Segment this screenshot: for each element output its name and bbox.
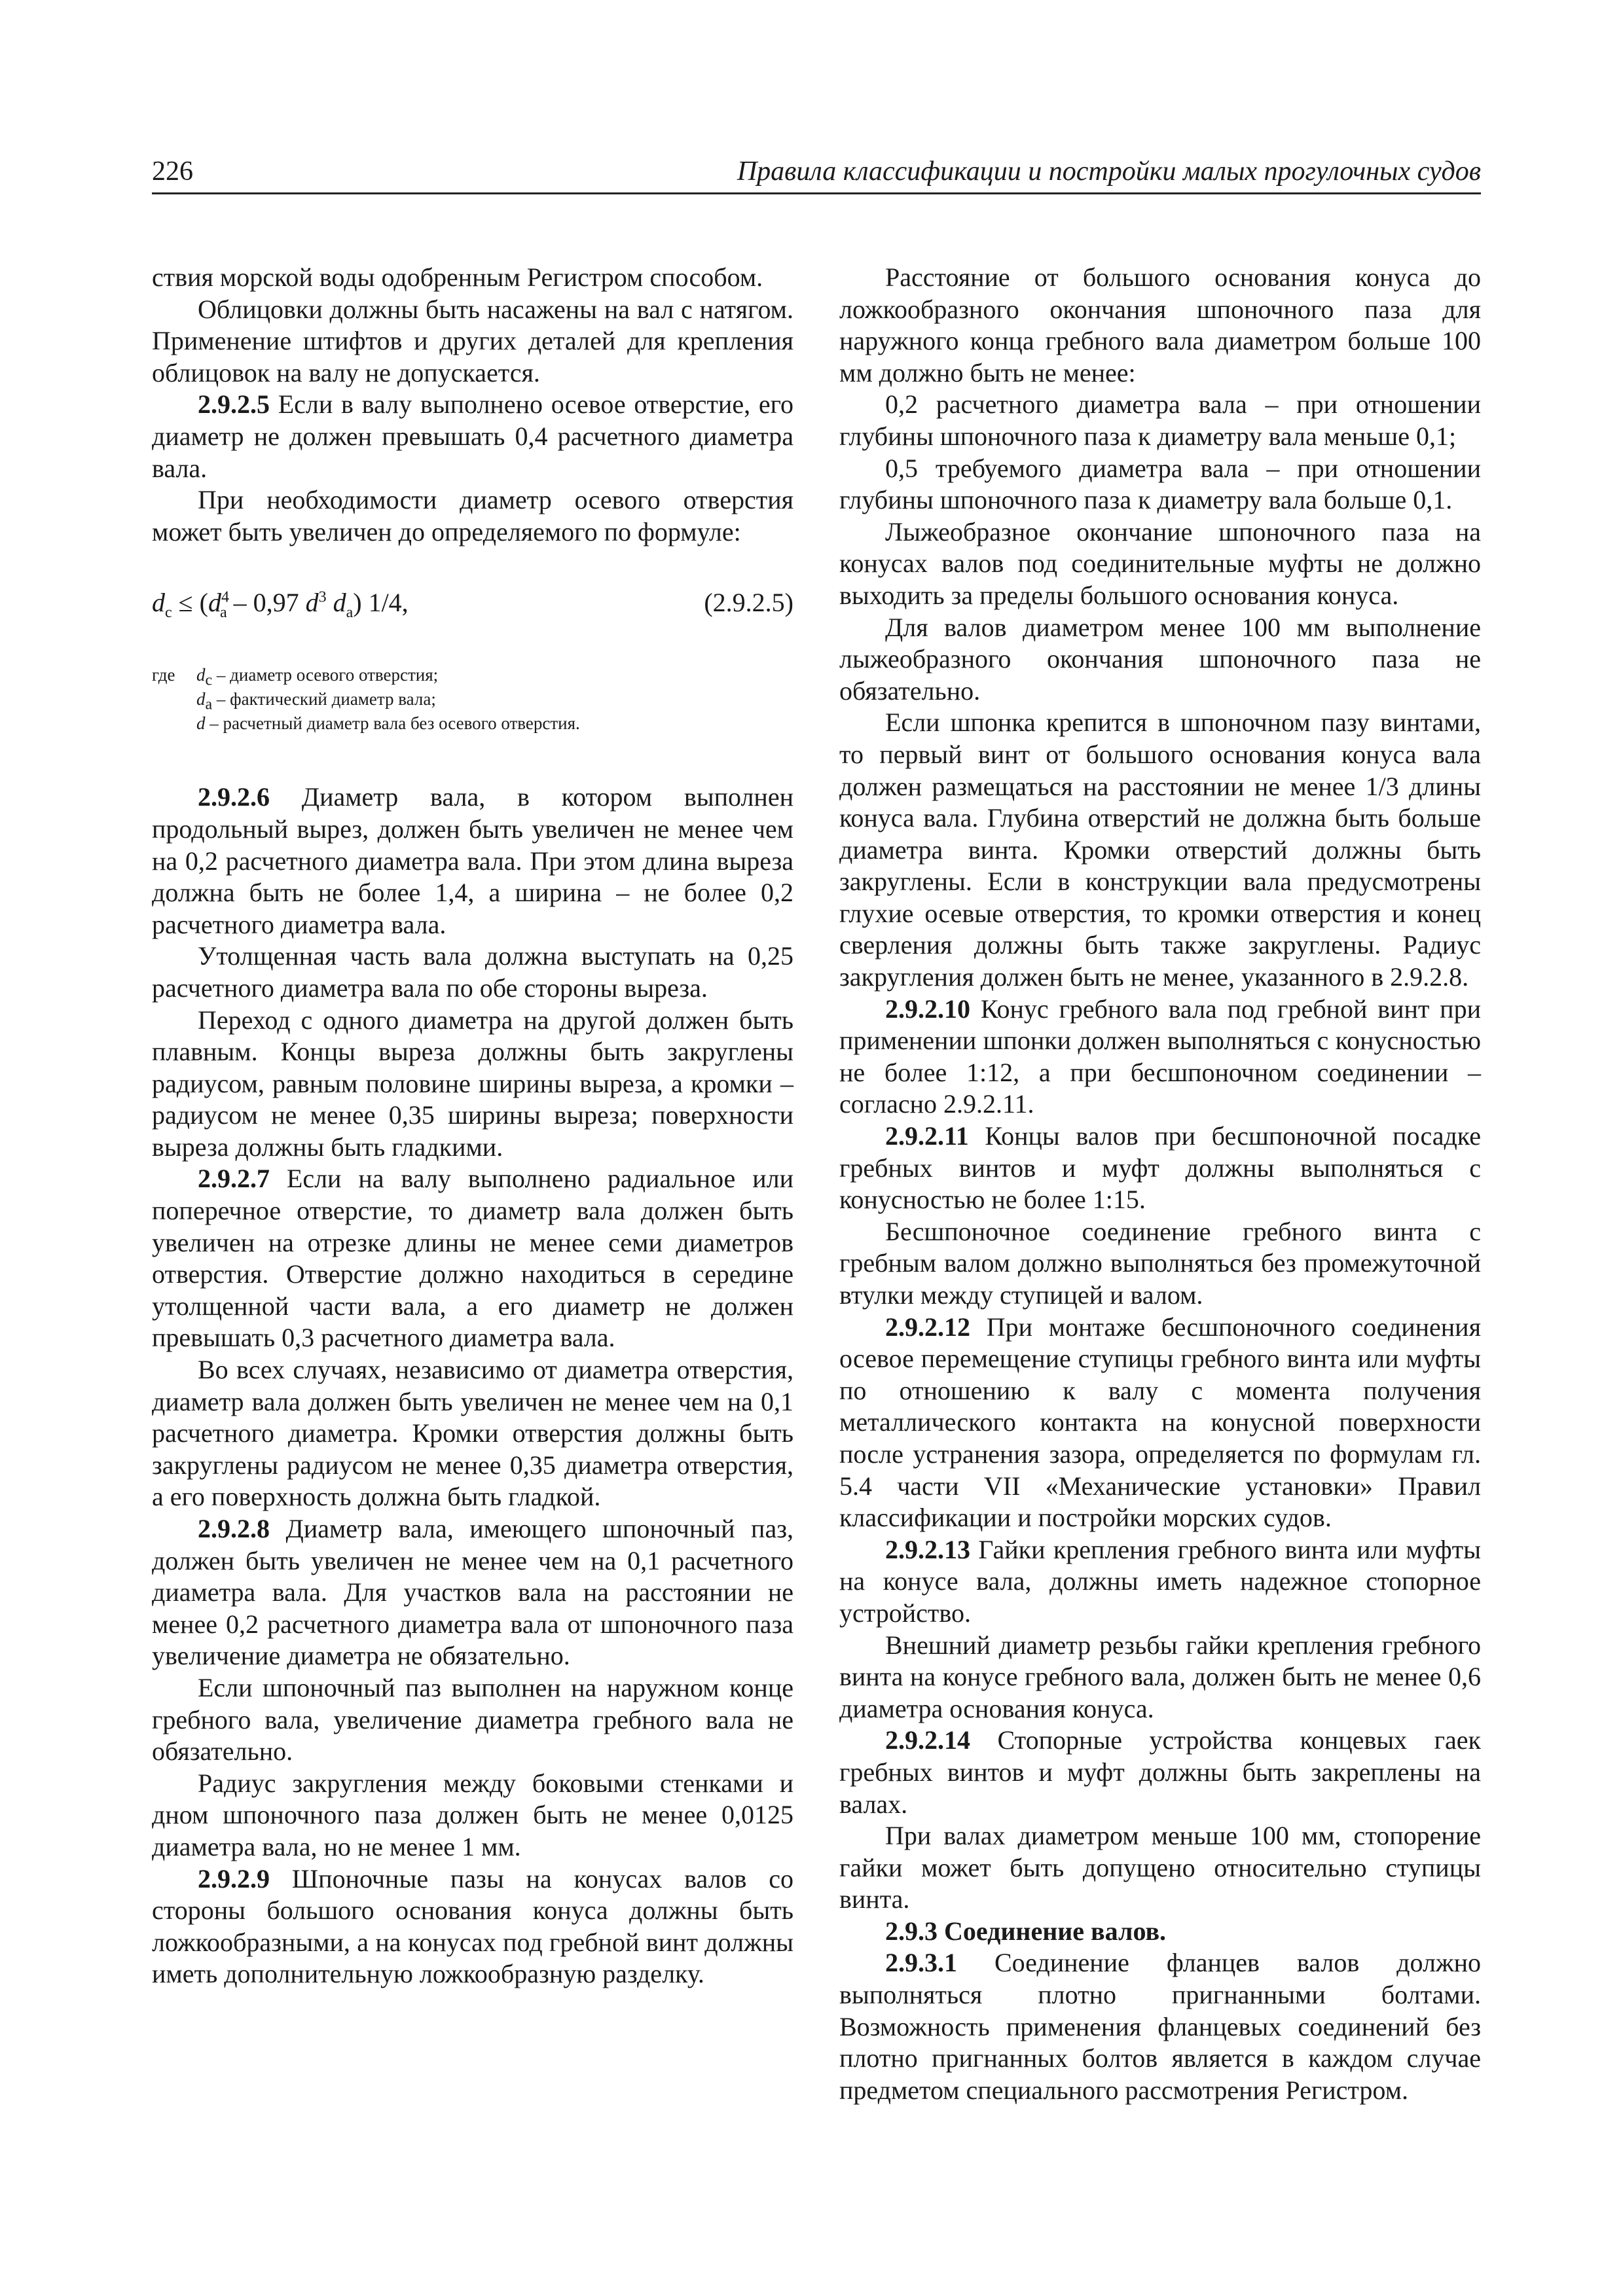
legend-d: d – расчетный диаметр вала без осевого отверстия. <box>196 713 580 734</box>
paragraph: Облицовки должны быть насажены на вал с натягом. Применение штифтов и других деталей для крепления облицовок на валу не допускается. <box>152 294 793 387</box>
page-header <box>152 152 1481 194</box>
section-text: Диаметр вала, в котором выполнен продольный вырез, должен быть увеличен не менее чем на 0,2 расчетного диаметра вала. При этом длина выреза должна быть не более 1,4, а ширина – не более 0,2 расчетного диаметра вала. <box>152 782 793 939</box>
section-number: 2.9.2.13 <box>885 1534 970 1564</box>
paragraph: При необходимости диаметр осевого отверстия может быть увеличен до определяемого по формуле: <box>152 485 793 547</box>
section-text: Если в валу выполнено осевое отверстие, его диаметр не должен превышать 0,4 расчетного диаметра вала. <box>152 389 793 483</box>
section-number: 2.9.2.11 <box>885 1121 969 1151</box>
paragraph: 0,5 требуемого диаметра вала – при отношении глубины шпоночного паза к диаметру вала больше 0,1. <box>839 453 1481 515</box>
formula-number: (2.9.2.5) <box>704 588 793 618</box>
section-text: Диаметр вала, имеющего шпоночный паз, должен быть увеличен не менее чем на 0,1 расчетного диаметра вала. Для участков вала на расстоянии не менее 0,2 расчетного диаметра вала от шпоночного паза увеличение диаметра не обязательно. <box>152 1514 793 1671</box>
section-number: 2.9.2.6 <box>198 782 270 812</box>
formula-2925 <box>152 587 793 625</box>
paragraph: Во всех случаях, независимо от диаметра отверстия, диаметр вала должен быть увеличен не менее чем на 0,1 расчетного диаметра. Кромки отверстия должны быть закруглены радиусом не менее 0,35 диаметра отверстия, а его поверхность должна быть гладкой. <box>152 1355 793 1512</box>
section-text: При монтаже бесшпоночного соединения осевое перемещение ступицы гребного винта или муфты по отношению к валу с момента получения металлического контакта на конусной поверхности после устранения зазора, определяется по формулам гл. 5.4 части VII «Механические установки» Правил классификации и постройки морских судов. <box>839 1312 1481 1533</box>
section-number: 2.9.3.1 <box>885 1948 957 1978</box>
section-29212 <box>839 1312 1481 1534</box>
section-text: Шпоночные пазы на конусах валов со стороны большого основания конуса должны быть ложкообразными, а на конусах под гребной винт должны иметь дополнительную ложкообразную разделку. <box>152 1863 793 1989</box>
paragraph: Радиус закругления между боковыми стенками и дном шпоночного паза должен быть не менее 0,0125 диаметра вала, но не менее 1 мм. <box>152 1768 793 1861</box>
section-2929 <box>152 1863 793 1990</box>
paragraph: Внешний диаметр резьбы гайки крепления гребного винта на конусе гребного вала, должен быть не менее 0,6 диаметра основания конуса. <box>839 1630 1481 1723</box>
section-2931 <box>839 1947 1481 2106</box>
paragraph: Утолщенная часть вала должна выступать на 0,25 расчетного диаметра вала по обе стороны выреза. <box>152 941 793 1003</box>
paragraph: Лыжеобразное окончание шпоночного паза на конусах валов под соединительные муфты не должно выходить за пределы большого основания конуса. <box>839 516 1481 610</box>
legend-dc: $d_c$ – диаметр осевого отверстия; <box>196 665 439 689</box>
paragraph: 0,2 расчетного диаметра вала – при отношении глубины шпоночного паза к диаметру вала меньше 0,1; <box>839 389 1481 451</box>
section-29211 <box>839 1121 1481 1216</box>
paragraph: Расстояние от большого основания конуса до ложкообразного окончания шпоночного паза для наружного конца гребного вала диаметром больше 100 мм должно быть не менее: <box>839 262 1481 387</box>
paragraph: ствия морской воды одобренным Регистром способом. <box>152 262 763 292</box>
legend-da: $d_a$ – фактический диаметр вала; <box>196 689 436 713</box>
section-293-heading <box>839 1916 1481 1948</box>
section-number: 2.9.2.7 <box>198 1164 270 1194</box>
section-2926 <box>152 781 793 941</box>
section-text: Концы валов при бесшпоночной посадке гребных винтов и муфт должны выполняться с конусностью не более 1:15. <box>839 1121 1481 1215</box>
section-text: Стопорные устройства концевых гаек гребных винтов и муфт должны быть закреплены на валах. <box>839 1725 1481 1819</box>
paragraph: Переход с одного диаметра на другой должен быть плавным. Концы выреза должны быть закруглены радиусом, равным половине ширины выреза, а кромки – радиусом не менее 0,35 ширины выреза; поверхности выреза должны быть гладкими. <box>152 1005 793 1162</box>
section-2927 <box>152 1163 793 1354</box>
section-29214 <box>839 1725 1481 1820</box>
section-text: Если на валу выполнено радиальное или поперечное отверстие, то диаметр вала должен быть увеличен на отрезке длины не менее семи диаметров отверстия. Отверстие должно находиться в середине утолщенной части вала, а его диаметр не должен превышать 0,3 расчетного диаметра вала. <box>152 1164 793 1353</box>
formula-expression: $d_c \le (d^4_a - 0,97$ $d^3$ $d_a$) 1/4, <box>152 588 409 622</box>
section-heading: 2.9.3 Соединение валов. <box>885 1916 1167 1946</box>
section-text: Конус гребного вала под гребной винт при применении шпонки должен выполняться с конусностью не более 1:12, а при бесшпоночном соединении – согласно 2.9.2.11. <box>839 994 1481 1119</box>
section-number: 2.9.2.14 <box>885 1725 970 1755</box>
paragraph: Для валов диаметром менее 100 мм выполнение лыжеобразного окончания шпоночного паза не обязательно. <box>839 612 1481 706</box>
formula-legend <box>152 663 793 736</box>
section-number: 2.9.2.8 <box>198 1514 270 1543</box>
section-number: 2.9.2.12 <box>885 1312 970 1342</box>
section-number: 2.9.2.10 <box>885 994 970 1024</box>
section-number: 2.9.2.5 <box>198 389 270 420</box>
section-2925 <box>152 389 793 484</box>
section-29213 <box>839 1534 1481 1630</box>
section-number: 2.9.2.9 <box>198 1863 270 1893</box>
where-label: где <box>152 665 175 685</box>
right-column <box>839 262 1481 2106</box>
paragraph: Если шпонка крепится в шпоночном пазу винтами, то первый винт от большого основания конуса вала должен размещаться на расстоянии не менее 1/3 длины конуса вала. Глубина отверстий не должна быть больше диаметра винта. Кромки отверстий должны быть закруглены. Если в конструкции вала предусмотрены глухие осевые отверстия, то кромки отверстия и конец сверления должны быть также закруглены. Радиус закругления должен быть не менее, указанного в 2.9.2.8. <box>839 708 1481 992</box>
section-text: Гайки крепления гребного винта или муфты на конусе вала, должны иметь надежное стопорное устройство. <box>839 1534 1481 1628</box>
paragraph: При валах диаметром меньше 100 мм, стопорение гайки может быть допущено относительно ступицы винта. <box>839 1821 1481 1914</box>
section-2928 <box>152 1513 793 1672</box>
paragraph: Бесшпоночное соединение гребного винта с гребным валом должно выполняться без промежуточной втулки между ступицей и валом. <box>839 1216 1481 1310</box>
page-number: 226 <box>152 156 193 187</box>
running-title: Правила классификации и постройки малых прогулочных судов <box>737 156 1481 187</box>
section-text: Соединение фланцев валов должно выполняться плотно пригнанными болтами. Возможность применения фланцевых соединений без плотно пригнанных болтов является в каждом случае предметом специального рассмотрения Регистром. <box>839 1948 1481 2105</box>
paragraph: Если шпоночный паз выполнен на наружном конце гребного вала, увеличение диаметра гребного вала не обязательно. <box>152 1672 793 1767</box>
section-29210 <box>839 994 1481 1121</box>
left-column <box>152 262 793 1990</box>
